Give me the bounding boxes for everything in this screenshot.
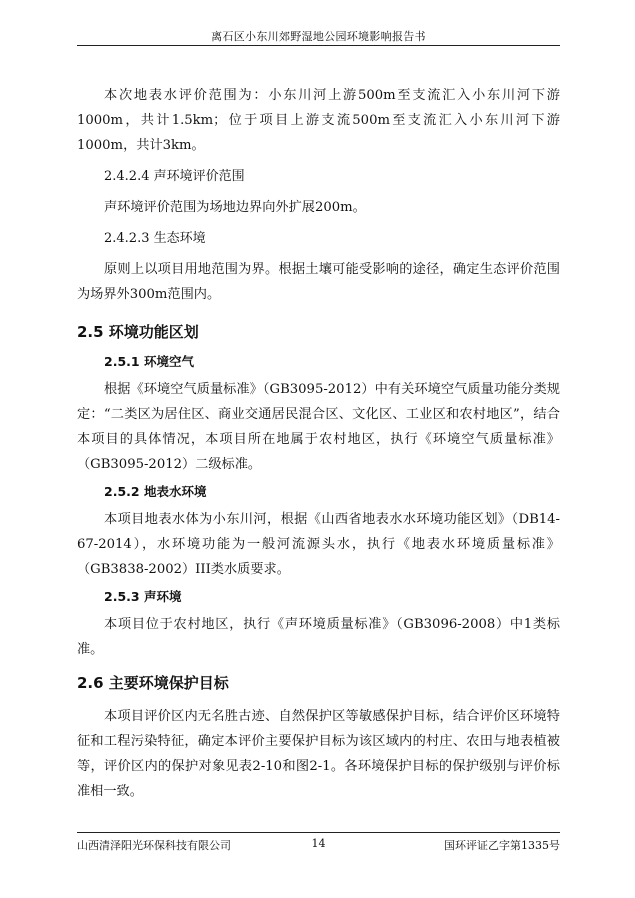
paragraph-air-quality: 根据《环境空气质量标准》（GB3095-2012）中有关环境空气质量功能分类规定：“二类区为居住区、商业交通居民混合区、文化区、工业区和农村地区”，结合本项目的具体情况，本项目所在地属于农村地区，执行《环境空气质量标准》（GB3095-2012）二级标准。: [77, 382, 560, 472]
paragraph-noise-scope: 声环境评价范围为场地边界向外扩展200m。: [104, 200, 366, 215]
paragraph-protection-targets: 本项目评价区内无名胜古迹、自然保护区等敏感保护目标，结合评价区环境特征和工程污染特征，确定本评价主要保护目标为该区域内的村庄、农田与地表植被等，评价区内的保护对象见表2-10和图2-1。各环境保护目标的保护级别与评价标准相一致。: [77, 709, 560, 799]
header-divider: [77, 45, 560, 46]
running-header: 离石区小东川郊野湿地公园环境影响报告书: [211, 30, 426, 43]
paragraph-noise-standard: 本项目位于农村地区，执行《声环境质量标准》（GB3096-2008）中1类标准。: [77, 617, 560, 657]
paragraph-surface-water-scope: 本次地表水评价范围为：小东川河上游500m至支流汇入小东川河下游1000m，共计1.5km；位于项目上游支流500m至支流汇入小东川河下游1000m，共计3km。: [77, 88, 560, 153]
footer-company: 山西清泽阳光环保科技有限公司: [77, 839, 231, 852]
section-heading-2-6: 2.6 主要环境保护目标: [77, 674, 229, 692]
subheading-2423: 2.4.2.3 生态环境: [104, 231, 206, 246]
page-number: 14: [311, 837, 326, 850]
footer-divider: [77, 832, 560, 833]
section-heading-2-5-3: 2.5.3 声环境: [104, 589, 182, 604]
paragraph-surface-water-function: 本项目地表水体为小东川河，根据《山西省地表水水环境功能区划》（DB14-67-2014），水环境功能为一般河流源头水，执行《地表水环境质量标准》（GB3838-2002）III类水质要求。: [77, 512, 560, 577]
footer-certificate: 国环评证乙字第1335号: [444, 839, 560, 852]
section-heading-2-5: 2.5 环境功能区划: [77, 323, 199, 341]
page-body: [77, 83, 560, 804]
section-heading-2-5-1: 2.5.1 环境空气: [104, 354, 194, 369]
paragraph-ecology-scope: 原则上以项目用地范围为界。根据土壤可能受影响的途径，确定生态评价范围为场界外300m范围内。: [77, 262, 560, 302]
subheading-2424: 2.4.2.4 声环境评价范围: [104, 169, 245, 184]
section-heading-2-5-2: 2.5.2 地表水环境: [104, 484, 207, 499]
